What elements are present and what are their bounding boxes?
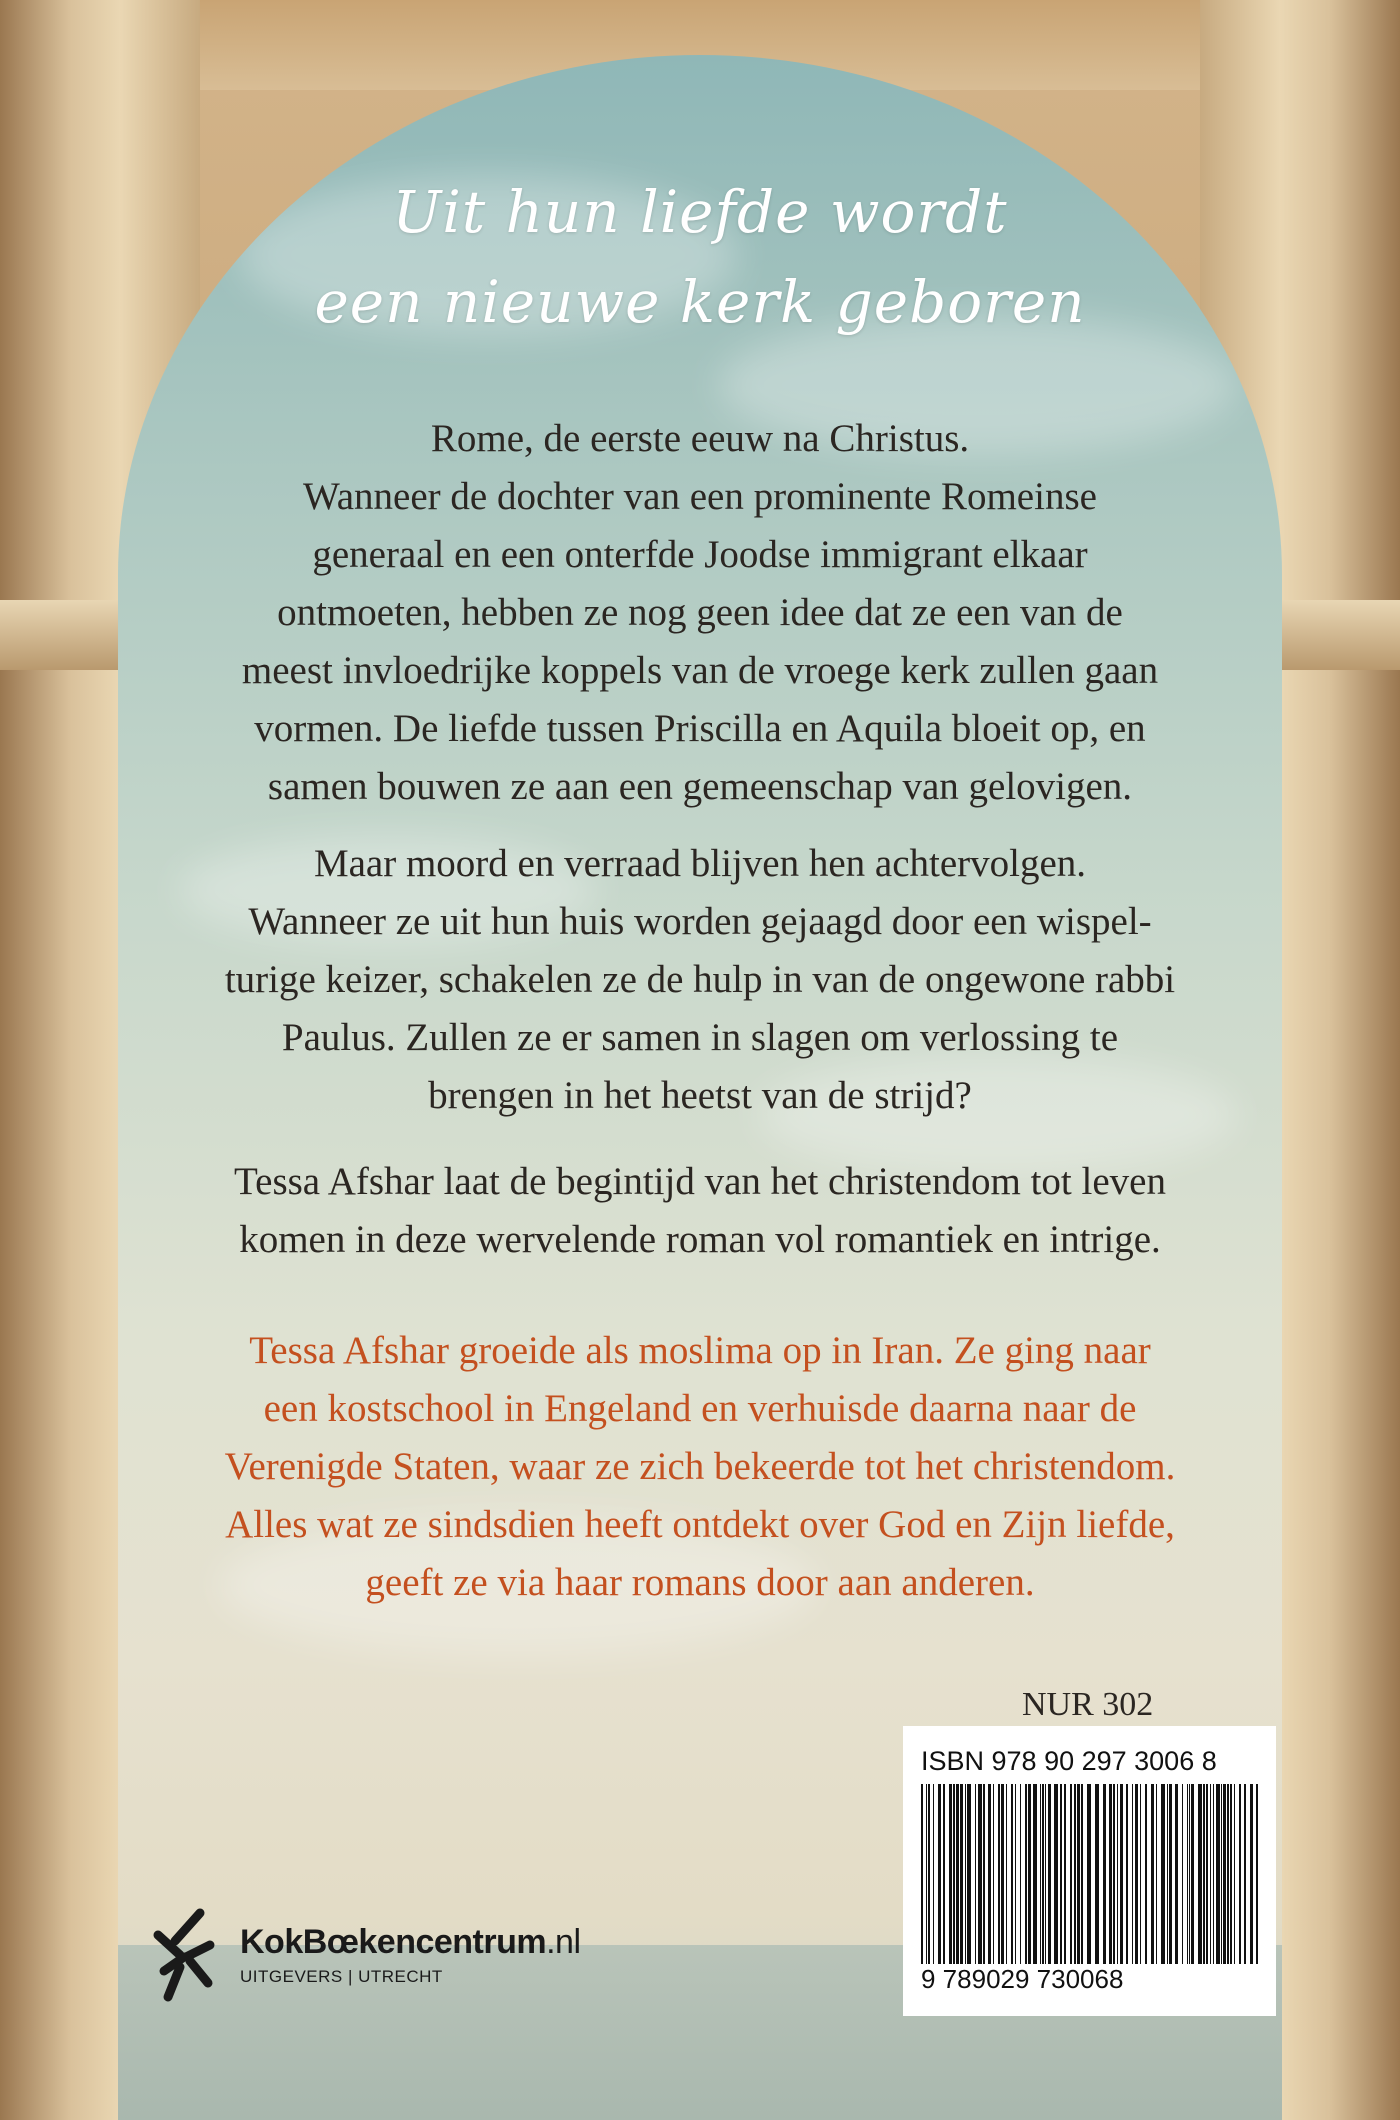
barcode-bar: [1223, 1784, 1226, 1964]
barcode-bar: [1011, 1784, 1013, 1964]
barcode-bar: [1151, 1784, 1154, 1964]
tagline-line-2: een nieuwe kerk geboren: [314, 268, 1086, 336]
barcode-bar: [953, 1784, 955, 1964]
barcode-icon: [921, 1784, 1261, 1964]
barcode-bar: [1191, 1784, 1194, 1964]
isbn-label: ISBN 978 90 297 3006 8: [921, 1746, 1217, 1776]
barcode-bar: [1239, 1784, 1241, 1964]
blurb-line: komen in deze wervelende roman vol romantiek en intrige.: [239, 1218, 1161, 1261]
barcode-bar: [943, 1784, 945, 1964]
blurb-paragraph-3: [150, 1153, 1250, 1269]
barcode-bar: [1167, 1784, 1168, 1964]
blurb-line: vormen. De liefde tussen Priscilla en Aquila bloeit op, en: [254, 707, 1146, 750]
barcode-bar: [1216, 1784, 1220, 1964]
barcode-bar: [1244, 1784, 1246, 1964]
blurb-line: Maar moord en verraad blijven hen achtervolgen.: [313, 842, 1087, 885]
barcode-bar: [1077, 1784, 1080, 1964]
blurb-line: ontmoeten, hebben ze nog geen idee dat ze een van de: [277, 591, 1123, 634]
blurb-line: Wanneer de dochter van een prominente Romeinse: [303, 475, 1097, 518]
barcode-bar: [1001, 1784, 1004, 1964]
blurb-line: turige keizer, schakelen ze de hulp in van de ongewone rabbi: [224, 958, 1176, 1001]
author-bio: [150, 1322, 1250, 1612]
barcode-bar: [975, 1784, 976, 1964]
barcode-bar: [978, 1784, 982, 1964]
barcode-bar: [1040, 1784, 1041, 1964]
blurb-paragraph-1: [150, 410, 1250, 816]
barcode-bar: [1048, 1784, 1051, 1964]
barcode-bar: [1045, 1784, 1046, 1964]
ean-digits: 9 789029 730068: [921, 1964, 1124, 1994]
blurb-line: Wanneer ze uit hun huis worden gejaagd door een wispel-: [248, 900, 1152, 943]
bio-line: geeft ze via haar romans door aan anderen.: [365, 1561, 1035, 1604]
barcode-bar: [1169, 1784, 1172, 1964]
barcode-bar: [1109, 1784, 1112, 1964]
barcode-bar: [998, 1784, 1000, 1964]
barcode-bar: [1161, 1784, 1165, 1964]
barcode-bar: [1015, 1784, 1016, 1964]
bio-line: Tessa Afshar groeide als moslima op in Iran. Ze ging naar: [249, 1329, 1151, 1372]
barcode-bar: [938, 1784, 941, 1964]
blurb-line: brengen in het heetst van de strijd?: [428, 1074, 972, 1117]
barcode-bar: [1025, 1784, 1027, 1964]
barcode-bar: [1182, 1784, 1183, 1964]
barcode-bar: [1060, 1784, 1062, 1964]
barcode-bar: [960, 1784, 963, 1964]
bio-line: Alles wat ze sindsdien heeft ontdekt over God en Zijn liefde,: [225, 1503, 1175, 1546]
barcode-bar: [1210, 1784, 1211, 1964]
publisher-name: [240, 1923, 581, 1962]
barcode-bar: [1095, 1784, 1099, 1964]
barcode-bar: [928, 1784, 930, 1964]
blurb-line: Rome, de eerste eeuw na Christus.: [430, 417, 970, 460]
barcode-bar: [1175, 1784, 1178, 1964]
barcode-bar: [1033, 1784, 1037, 1964]
barcode-bar: [1081, 1784, 1083, 1964]
barcode-bar: [1070, 1784, 1072, 1964]
barcode-bar: [1140, 1784, 1141, 1964]
publisher-name-tld: .nl: [546, 1923, 581, 1961]
blurb-line: meest invloedrijke koppels van de vroege kerk zullen gaan: [241, 649, 1159, 692]
barcode-bar: [1234, 1784, 1235, 1964]
barcode-bar: [1126, 1784, 1128, 1964]
barcode-bar: [949, 1784, 952, 1964]
barcode-bar: [1113, 1784, 1115, 1964]
barcode-bar: [1227, 1784, 1229, 1964]
barcode-bar: [1117, 1784, 1118, 1964]
barcode-bar: [1189, 1784, 1190, 1964]
blurb-line: generaal en een onterfde Joodse immigrant elkaar: [312, 533, 1088, 576]
barcode-bar: [1028, 1784, 1031, 1964]
barcode-bar: [921, 1784, 923, 1964]
bio-line: Verenigde Staten, waar ze zich bekeerde tot het christendom.: [224, 1445, 1176, 1488]
publisher-logo-icon: [150, 1905, 220, 2005]
barcode-bar: [1187, 1784, 1188, 1964]
barcode-bar: [1064, 1784, 1066, 1964]
barcode-bar: [988, 1784, 991, 1964]
barcode-bar: [1198, 1784, 1202, 1964]
barcode-bar: [1132, 1784, 1133, 1964]
barcode-bar: [1221, 1784, 1222, 1964]
barcode-bar: [1145, 1784, 1147, 1964]
barcode-bar: [1054, 1784, 1058, 1964]
barcode-bar: [1135, 1784, 1138, 1964]
barcode-bar: [1250, 1784, 1253, 1964]
barcode-bar: [967, 1784, 971, 1964]
publisher-name-main: KokBœkencentrum: [240, 1923, 547, 1961]
barcode-bar: [1103, 1784, 1106, 1964]
barcode-bar: [1256, 1784, 1258, 1964]
barcode-bar: [1213, 1784, 1214, 1964]
barcode-bar: [926, 1784, 927, 1964]
barcode-bar: [933, 1784, 934, 1964]
blurb-line: samen bouwen ze aan een gemeenschap van gelovigen.: [267, 765, 1133, 808]
publisher-subtitle: UITGEVERS | UTRECHT: [240, 1967, 443, 1986]
tagline-line-1: Uit hun liefde wordt: [392, 178, 1008, 246]
nur-code: NUR 302: [1022, 1686, 1154, 1723]
blurb-paragraph-2: [150, 835, 1250, 1125]
barcode-bar: [956, 1784, 959, 1964]
barcode-bar: [983, 1784, 985, 1964]
barcode-bar: [1006, 1784, 1007, 1964]
barcode-bar: [1206, 1784, 1208, 1964]
barcode-bar: [1042, 1784, 1044, 1964]
blurb-line: Paulus. Zullen ze er samen in slagen om verlossing te: [281, 1016, 1119, 1059]
barcode-bar: [1087, 1784, 1091, 1964]
barcode-bar: [1020, 1784, 1021, 1964]
isbn-barcode: [903, 1726, 1276, 2016]
barcode-bar: [1230, 1784, 1232, 1964]
blurb-line: Tessa Afshar laat de begintijd van het christendom tot leven: [234, 1160, 1166, 1203]
barcode-bar: [1120, 1784, 1123, 1964]
barcode-bar: [1074, 1784, 1076, 1964]
barcode-bar: [1203, 1784, 1205, 1964]
barcode-bar: [1156, 1784, 1157, 1964]
bio-line: een kostschool in Engeland en verhuisde daarna naar de: [263, 1387, 1137, 1430]
barcode-bar: [993, 1784, 994, 1964]
barcode-bar: [965, 1784, 966, 1964]
